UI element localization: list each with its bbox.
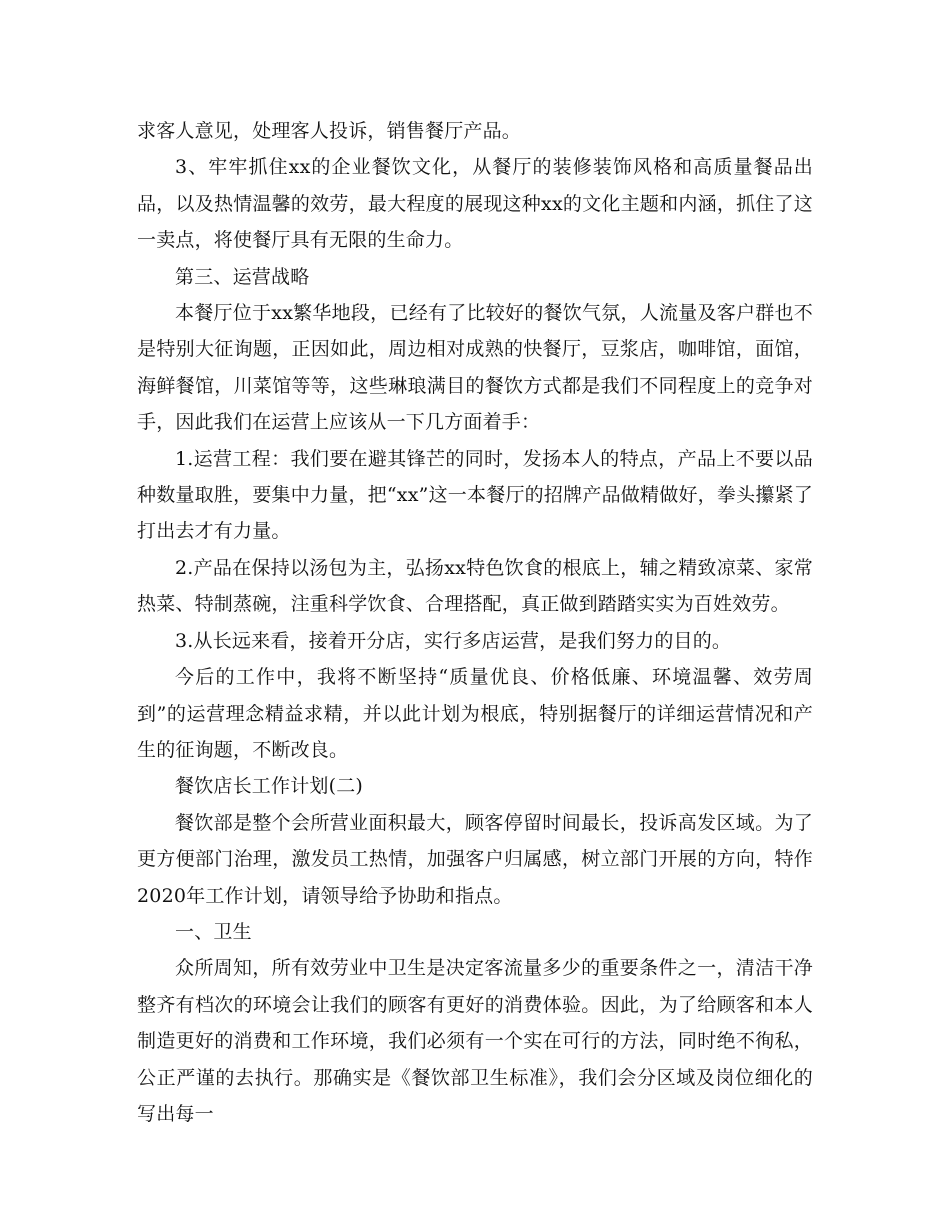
list-item-1: 1.运营工程：我们要在避其锋芒的同时，发扬本人的特点，产品上不要以品种数量取胜，要集中力量，把“xx”这一本餐厅的招牌产品做精做好，拳头攥紧了打出去才有力量。 (137, 447, 813, 543)
section-heading-hygiene: 一、卫生 (175, 920, 252, 943)
list-item-3: 3.从长远来看，接着开分店，实行多店运营，是我们努力的目的。 (175, 629, 732, 652)
paragraph-1: 求客人意见，处理客人投诉，销售餐厅产品。 (137, 120, 522, 142)
paragraph-2: 3、牢牢抓住xx的企业餐饮文化，从餐厅的装修装饰风格和高质量餐品出品，以及热情温馨的效劳，最大程度的展现这种xx的文化主题和内涵，抓住了这一卖点，将使餐厅具有无限的生命力。 (137, 156, 813, 252)
paragraph-8: 今后的工作中，我将不断坚持“质量优良、价格低廉、环境温馨、效劳周到”的运营理念精益求精，并以此计划为根底，特别据餐厅的详细运营情况和产生的征询题，不断改良。 (137, 666, 813, 761)
paragraph-10: 餐饮部是整个会所营业面积最大，顾客停留时间最长，投诉高发区域。为了更方便部门治理，激发员工热情，加强客户归属感，树立部门开展的方向，特作2020年工作计划，请领导给予协助和指点。 (137, 811, 813, 907)
paragraph-4: 本餐厅位于xx繁华地段，已经有了比较好的餐饮气氛，人流量及客户群也不是特别大征询题，正因如此，周边相对成熟的快餐厅，豆浆店，咖啡馆，面馆，海鲜餐馆，川菜馆等等，这些琳琅满目的餐饮方式都是我们不同程度上的竞争对手，因此我们在运营上应该从一下几方面着手： (137, 302, 813, 434)
plan-title-2: 餐饮店长工作计划(二) (175, 775, 364, 798)
paragraph-12: 众所周知，所有效劳业中卫生是决定客流量多少的重要条件之一，清洁干净整齐有档次的环境会让我们的顾客有更好的消费体验。因此，为了给顾客和本人制造更好的消费和工作环境，我们必须有一个实在可行的方法，同时绝不徇私，公正严谨的去执行。那确实是《餐饮部卫生标准》，我们会分区域及岗位细化的写出每一 (137, 957, 813, 1125)
document-body (137, 113, 813, 1132)
section-heading-operations: 第三、运营战略 (175, 265, 310, 288)
list-item-2: 2.产品在保持以汤包为主，弘扬xx特色饮食的根底上，辅之精致凉菜、家常热菜、特制蒸碗，注重科学饮食、合理搭配，真正做到踏踏实实为百姓效劳。 (137, 556, 813, 616)
